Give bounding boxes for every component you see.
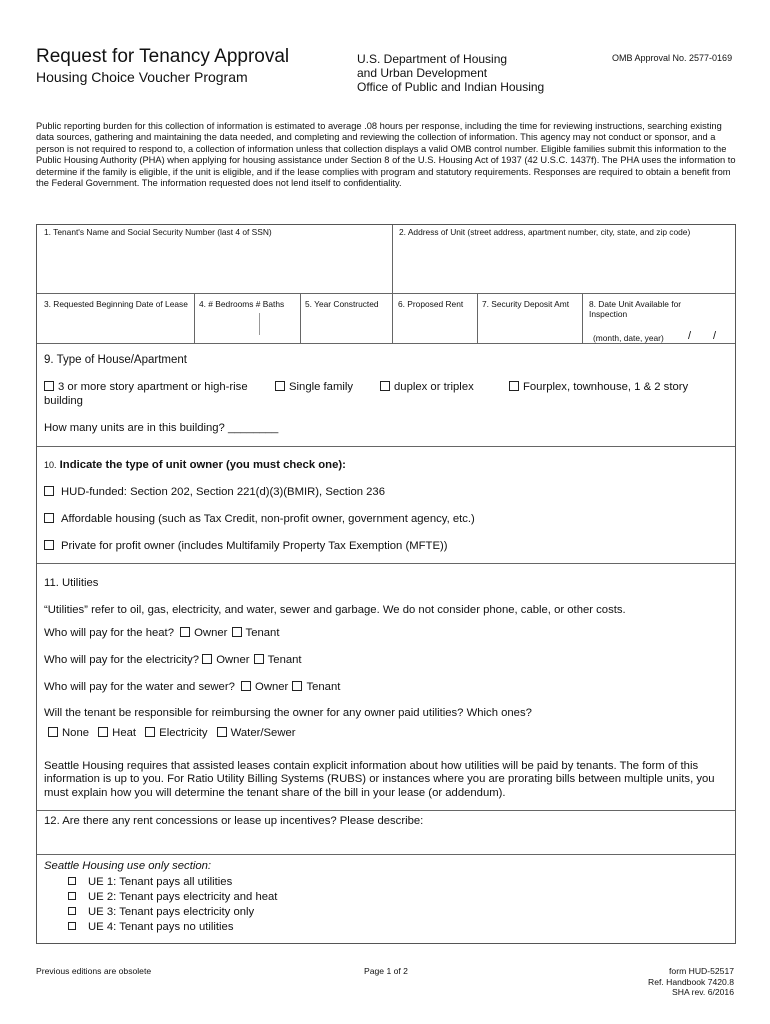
agency-block xyxy=(357,52,544,94)
field-2-label: 2. Address of Unit (street address, apartment number, city, state, and zip code) xyxy=(399,227,691,237)
sha-ue3 xyxy=(68,906,254,918)
agency-line: and Urban Development xyxy=(357,66,488,80)
field-8-label: 8. Date Unit Available for Inspection xyxy=(589,299,682,319)
field-5-label: 5. Year Constructed xyxy=(305,299,379,309)
units-question: How many units are in this building? ________ xyxy=(44,422,279,434)
option-label: None xyxy=(62,727,90,739)
checkbox[interactable] xyxy=(44,540,54,550)
field-6-label: 6. Proposed Rent xyxy=(398,299,464,309)
section-10-heading: Indicate the type of unit owner (you must check one): xyxy=(59,459,346,471)
option-label: Electricity xyxy=(159,727,208,739)
owner-label: Owner xyxy=(216,654,250,666)
utilities-definition: “Utilities” refer to oil, gas, electricity, and water, sewer and garbage. We do not consider phone, cable, or other costs. xyxy=(44,604,626,616)
tenant-label: Tenant xyxy=(245,627,280,639)
reimburse-water-checkbox[interactable] xyxy=(217,727,227,737)
date-separator: / xyxy=(713,330,717,342)
ue-label: UE 1: Tenant pays all utilities xyxy=(88,876,233,888)
ue-label: UE 3: Tenant pays electricity only xyxy=(88,906,255,918)
lease-start-date-field[interactable] xyxy=(41,311,191,339)
heat-question xyxy=(44,627,279,639)
checkbox[interactable] xyxy=(380,381,390,391)
question-text: Who will pay for the electricity? xyxy=(44,654,200,666)
divider xyxy=(392,225,393,343)
electricity-owner-checkbox[interactable] xyxy=(202,654,212,664)
electricity-tenant-checkbox[interactable] xyxy=(254,654,264,664)
agency-line: U.S. Department of Housing xyxy=(357,52,508,66)
checkbox[interactable] xyxy=(44,381,54,391)
field-3-label: 3. Requested Beginning Date of Lease xyxy=(44,299,188,309)
inspection-date-field[interactable] xyxy=(587,329,733,343)
divider xyxy=(477,293,478,343)
checkbox[interactable] xyxy=(44,513,54,523)
option-label: Heat xyxy=(112,727,137,739)
divider xyxy=(300,293,301,343)
divider xyxy=(37,854,735,855)
form-frame xyxy=(36,224,736,944)
reimburse-electricity-checkbox[interactable] xyxy=(145,727,155,737)
sha-ue2 xyxy=(68,891,277,903)
footer-form-info xyxy=(648,966,734,998)
field-1-label: 1. Tenant's Name and Social Security Number (last 4 of SSN) xyxy=(44,227,272,237)
tenant-label: Tenant xyxy=(267,654,302,666)
concessions-field[interactable] xyxy=(41,831,731,853)
water-question xyxy=(44,681,340,693)
option-label: 3 or more story apartment or high-rise xyxy=(58,381,248,393)
question-text: Who will pay for the water and sewer? xyxy=(44,681,235,693)
reimburse-none-checkbox[interactable] xyxy=(48,727,58,737)
field-7-label: 7. Security Deposit Amt xyxy=(482,299,570,309)
checkbox[interactable] xyxy=(68,877,76,885)
utilities-note: Seattle Housing requires that assisted leases contain explicit information about how utilities will be paid by tenants. The form of this information is up to you. For Ratio Utility Billing Systems (RUBS) or instances where you are prorating bills between multiple units, you must explain how you will determine the tenant share of the bill in your lease (or addendum). xyxy=(44,760,715,799)
owner-type-affordable[interactable] xyxy=(44,513,475,525)
divider xyxy=(582,293,583,343)
burden-statement: Public reporting burden for this collection of information is estimated to average .08 hours per response, including the time for reviewing instructions, searching existing data sources, gathering and maintaining the data needed, and completing and reviewing the collection of information. This agency may not conduct or sponsor, and a person is not required to respond to, a collection of information unless that collection displays a valid OMB control number. Eligible families submit this information to the Public Housing Authority (PHA) when applying for housing assistance under Section 8 of the U.S. Housing Act of 1937 (42 U.S.C. 1437f). The PHA uses the information to determine if the family is eligible, if the unit is eligible, and if the lease complies with program and statutory requirements. Responses are required to obtain a benefit from the Federal Government. The information requested does not lend itself to confidentiality. xyxy=(36,121,736,189)
field-4-label: 4. # Bedrooms # Baths xyxy=(199,299,285,309)
checkbox[interactable] xyxy=(44,486,54,496)
agency-line: Office of Public and Indian Housing xyxy=(357,80,545,94)
option-label: Single family xyxy=(289,381,354,393)
year-constructed-field[interactable] xyxy=(303,311,389,339)
water-tenant-checkbox[interactable] xyxy=(292,681,302,691)
security-deposit-field[interactable] xyxy=(480,311,580,339)
section-10-title xyxy=(44,459,346,471)
divider xyxy=(37,446,735,447)
form-title: Request for Tenancy Approval xyxy=(36,46,290,67)
divider xyxy=(37,563,735,564)
option-fourplex[interactable] xyxy=(509,381,688,393)
omb-approval-number: OMB Approval No. 2577-0169 xyxy=(612,53,733,63)
divider xyxy=(194,293,195,343)
option-label: Private for profit owner (includes Multifamily Property Tax Exemption (MFTE)) xyxy=(61,540,448,552)
owner-label: Owner xyxy=(255,681,289,693)
bedrooms-baths-field[interactable] xyxy=(197,311,297,339)
section-11-title: 11. Utilities xyxy=(44,577,99,589)
footer-obsolete-note: Previous editions are obsolete xyxy=(36,966,152,976)
owner-type-hud[interactable] xyxy=(44,486,385,498)
heat-owner-checkbox[interactable] xyxy=(180,627,190,637)
section-9-title: 9. Type of House/Apartment xyxy=(44,354,187,366)
proposed-rent-field[interactable] xyxy=(395,311,475,339)
option-highrise[interactable] xyxy=(44,381,248,393)
reimburse-options xyxy=(48,727,296,739)
checkbox[interactable] xyxy=(68,922,76,930)
sha-ue1 xyxy=(68,876,232,888)
checkbox[interactable] xyxy=(68,907,76,915)
footer-line: SHA rev. 6/2016 xyxy=(672,987,734,997)
option-label: HUD-funded: Section 202, Section 221(d)(3)(BMIR), Section 236 xyxy=(61,486,386,498)
owner-label: Owner xyxy=(194,627,228,639)
owner-type-private[interactable] xyxy=(44,540,448,552)
option-label: Affordable housing (such as Tax Credit, non-profit owner, government agency, etc.) xyxy=(61,513,475,525)
footer-page-number: Page 1 of 2 xyxy=(364,966,408,976)
checkbox[interactable] xyxy=(509,381,519,391)
form-subtitle: Housing Choice Voucher Program xyxy=(36,69,248,85)
field-8-hint: (month, date, year) xyxy=(593,333,664,343)
section-10-number: 10. xyxy=(44,460,57,470)
heat-tenant-checkbox[interactable] xyxy=(232,627,242,637)
divider xyxy=(37,343,735,344)
tenant-label: Tenant xyxy=(306,681,341,693)
option-label: duplex or triplex xyxy=(394,381,474,393)
divider xyxy=(37,810,735,811)
water-owner-checkbox[interactable] xyxy=(241,681,251,691)
option-label: Fourplex, townhouse, 1 & 2 story xyxy=(523,381,689,393)
reimburse-heat-checkbox[interactable] xyxy=(98,727,108,737)
section-12-title: 12. Are there any rent concessions or lease up incentives? Please describe: xyxy=(44,815,424,827)
option-label-cont: building xyxy=(44,395,83,407)
question-text: Who will pay for the heat? xyxy=(44,627,174,639)
checkbox[interactable] xyxy=(275,381,285,391)
option-label: Water/Sewer xyxy=(230,727,296,739)
electricity-question xyxy=(44,654,302,666)
ue-label: UE 2: Tenant pays electricity and heat xyxy=(88,891,278,903)
footer-line: Ref. Handbook 7420.8 xyxy=(647,976,734,987)
option-single-family[interactable] xyxy=(275,381,353,393)
footer-line: form HUD-52517 xyxy=(669,966,734,976)
option-duplex[interactable] xyxy=(380,381,474,393)
sha-ue4 xyxy=(68,921,233,933)
checkbox[interactable] xyxy=(68,892,76,900)
date-separator: / xyxy=(688,330,692,342)
divider xyxy=(37,293,735,294)
ue-label: UE 4: Tenant pays no utilities xyxy=(88,921,234,933)
sha-section-title: Seattle Housing use only section: xyxy=(44,860,212,872)
reimburse-question: Will the tenant be responsible for reimbursing the owner for any owner paid utilities? Which ones? xyxy=(44,707,532,719)
